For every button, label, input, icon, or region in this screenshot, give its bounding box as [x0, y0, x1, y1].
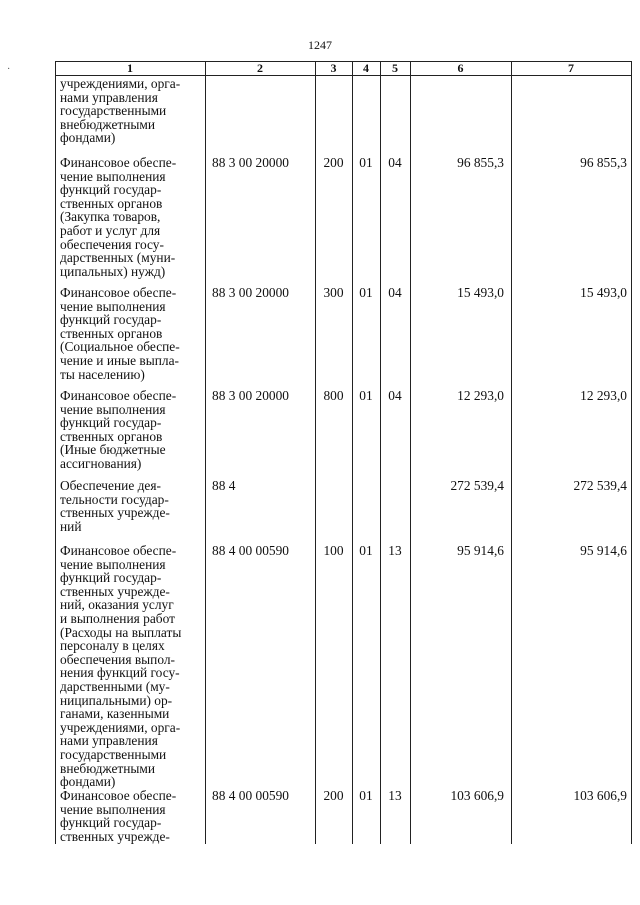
row-col6: 95 914,6	[457, 543, 504, 558]
row-col3: 200	[323, 788, 344, 803]
row-col3: 800	[323, 388, 344, 403]
row-col5: 04	[388, 155, 402, 170]
budget-table	[55, 61, 632, 844]
column-header-4: 4	[363, 61, 369, 75]
col-divider	[380, 61, 381, 844]
row-code: 88 4 00 00590	[212, 788, 289, 803]
row-description: Обеспечение дея- тельности государ- ственных учрежде- ний	[60, 478, 170, 534]
row-description: Финансовое обеспе- чение выполнения функций государ- ственных органов (Закупка товаров, работ и услуг для обеспечения госу- дарственных (муни- ципальных) нужд)	[60, 155, 177, 279]
row-col4: 01	[359, 155, 373, 170]
row-col7: 15 493,0	[580, 285, 627, 300]
row-col7: 272 539,4	[573, 478, 627, 493]
row-col6: 103 606,9	[450, 788, 504, 803]
col-divider	[511, 61, 512, 844]
row-col4: 01	[359, 788, 373, 803]
row-col6: 272 539,4	[450, 478, 504, 493]
row-col4: 01	[359, 543, 373, 558]
row-code: 88 4	[212, 478, 236, 493]
row-col5: 04	[388, 285, 402, 300]
row-col6: 12 293,0	[457, 388, 504, 403]
row-col7: 12 293,0	[580, 388, 627, 403]
row-col5: 04	[388, 388, 402, 403]
col-divider	[352, 61, 353, 844]
row-code: 88 3 00 20000	[212, 285, 289, 300]
row-code: 88 3 00 20000	[212, 155, 289, 170]
row-description: Финансовое обеспе- чение выполнения функций государ- ственных органов (Иные бюджетные ассигнования)	[60, 388, 177, 471]
margin-mark: ·	[7, 64, 11, 75]
col-divider	[315, 61, 316, 844]
row-col3: 200	[323, 155, 344, 170]
row-col6: 96 855,3	[457, 155, 504, 170]
row-description: Финансовое обеспе- чение выполнения функций государ- ственных учрежде-	[60, 788, 177, 844]
col-divider	[410, 61, 411, 844]
col-divider	[55, 61, 56, 844]
row-col7: 96 855,3	[580, 155, 627, 170]
page-number: 1247	[308, 38, 332, 52]
row-description: Финансовое обеспе- чение выполнения функций государ- ственных органов (Социальное обеспе- чение и иные выпла- ты населению)	[60, 285, 180, 382]
column-header-5: 5	[392, 61, 398, 75]
col-divider	[631, 61, 632, 844]
column-header-6: 6	[457, 61, 464, 75]
row-col3: 100	[323, 543, 344, 558]
column-header-1: 1	[127, 61, 133, 75]
row-col6: 15 493,0	[457, 285, 504, 300]
row-description: учреждениями, орга- нами управления государственными внебюджетными фондами)	[60, 76, 181, 146]
row-code: 88 4 00 00590	[212, 543, 289, 558]
column-header-7: 7	[568, 61, 574, 75]
col-divider	[205, 61, 206, 844]
row-col4: 01	[359, 388, 373, 403]
row-col7: 95 914,6	[580, 543, 627, 558]
row-col7: 103 606,9	[573, 788, 627, 803]
column-header-3: 3	[330, 61, 337, 75]
row-code: 88 3 00 20000	[212, 388, 289, 403]
row-description: Финансовое обеспе- чение выполнения функций государ- ственных учрежде- ний, оказания услуг и выполнения работ (Расходы на выплаты персоналу в целях обеспечения выпол- нения функций госу- дарственными (му- ниципальными) ор- ганами, казенными учреждениями, орга- нами управления государственными внебюджетными фондами)	[60, 543, 182, 790]
column-header-2: 2	[257, 61, 263, 75]
row-col5: 13	[388, 788, 402, 803]
row-col4: 01	[359, 285, 373, 300]
row-col5: 13	[388, 543, 402, 558]
row-col3: 300	[323, 285, 344, 300]
